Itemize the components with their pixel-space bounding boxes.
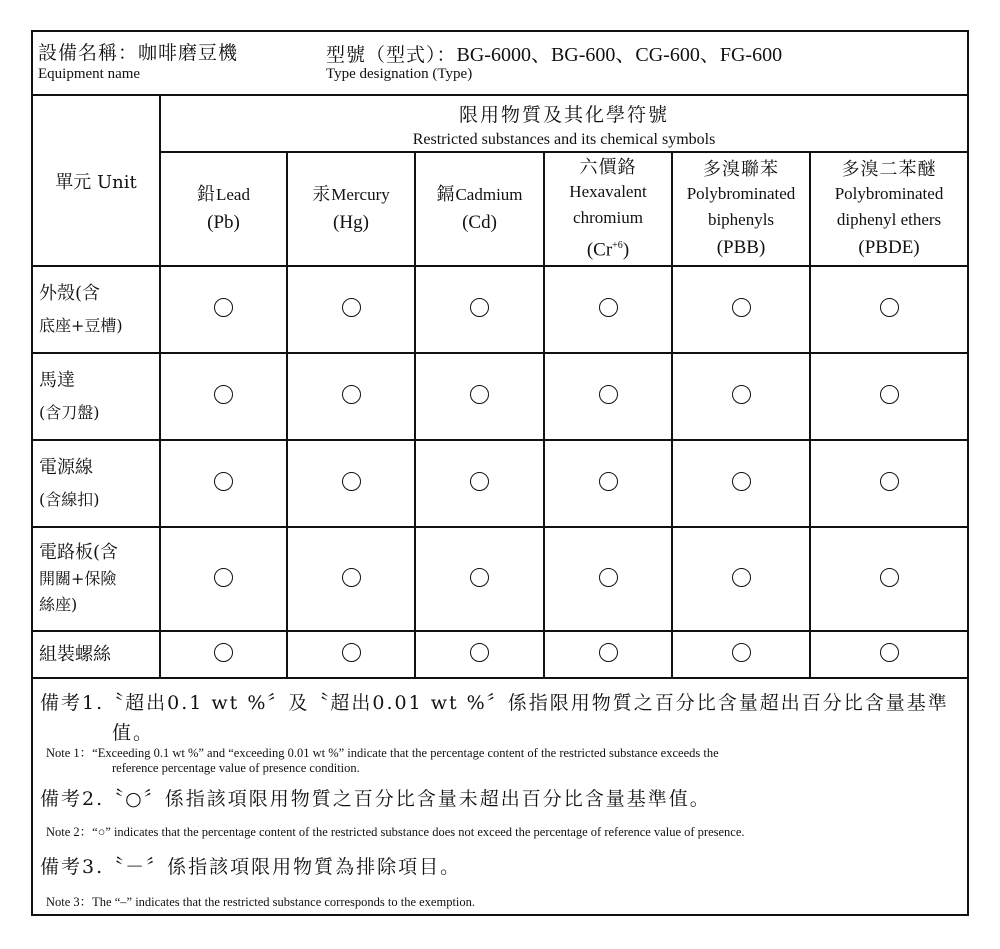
compliance-mark [810, 353, 967, 440]
compliance-mark [672, 631, 810, 678]
compliance-mark [160, 631, 287, 678]
circle-mark-icon [470, 298, 489, 317]
circle-mark-icon [732, 472, 751, 491]
compliance-mark [415, 266, 544, 353]
compliance-mark [672, 266, 810, 353]
table-row [33, 631, 967, 678]
table-row [33, 527, 967, 631]
part-power-cord: 電源線 (含線扣) [33, 440, 160, 527]
part-screws: 組裝螺絲 [33, 631, 160, 678]
circle-mark-icon [342, 385, 361, 404]
note-1-zh: 備考1.〝超出0.1 wt %〞及〝超出0.01 wt %〞係指限用物質之百分比含量超出百分比含量基準 值。 [40, 692, 949, 744]
substance-cadmium: 鎘Cadmium (Cd) [415, 152, 544, 266]
circle-mark-icon [732, 568, 751, 587]
circle-mark-icon [732, 643, 751, 662]
circle-mark-icon [599, 298, 618, 317]
circle-mark-icon [342, 568, 361, 587]
circle-mark-icon [214, 385, 233, 404]
unit-header: 單元 Unit [33, 94, 160, 266]
compliance-mark [160, 440, 287, 527]
compliance-mark [287, 631, 415, 678]
circle-mark-icon [599, 472, 618, 491]
circle-mark-icon [880, 568, 899, 587]
note-3-zh: 備考3.〝－〞係指該項限用物質為排除項目。 [40, 856, 462, 878]
circle-mark-icon [599, 385, 618, 404]
substance-hexavalent-chromium: 六價鉻 Hexavalent chromium $(Cr^{+6})$ [544, 152, 672, 266]
substance-pbde: 多溴二苯醚 Polybrominated diphenyl ethers (PBDE) [810, 152, 967, 266]
restricted-substances-table [33, 94, 967, 679]
circle-mark-icon [214, 298, 233, 317]
compliance-mark [544, 266, 672, 353]
circle-mark-icon [880, 385, 899, 404]
compliance-mark [287, 266, 415, 353]
compliance-mark [810, 527, 967, 631]
circle-mark-icon [214, 568, 233, 587]
equipment-name-label: 設備名稱：咖啡磨豆機 [38, 42, 239, 64]
equipment-name-label-en: Equipment name [38, 66, 141, 82]
compliance-mark [544, 631, 672, 678]
compliance-mark [672, 353, 810, 440]
circle-mark-icon [880, 472, 899, 491]
type-designation-label: 型號（型式）： [326, 44, 457, 66]
rohs-declaration [31, 30, 969, 916]
table-row [33, 266, 967, 353]
compliance-mark [672, 440, 810, 527]
type-designation-label-en: Type designation (Type) [326, 66, 473, 82]
table-row [33, 440, 967, 527]
circle-mark-icon [880, 643, 899, 662]
circle-mark-icon [470, 643, 489, 662]
table-header-row [33, 94, 967, 152]
circle-mark-icon [342, 472, 361, 491]
compliance-mark [810, 266, 967, 353]
table-row [33, 353, 967, 440]
document-header [33, 32, 967, 96]
compliance-mark [810, 440, 967, 527]
note-3-en: Note 3：The “–” indicates that the restricted substance corresponds to the exemption. [46, 895, 476, 909]
circle-mark-icon [599, 568, 618, 587]
compliance-mark [160, 527, 287, 631]
compliance-mark [415, 440, 544, 527]
circle-mark-icon [599, 643, 618, 662]
compliance-mark [160, 266, 287, 353]
compliance-mark [160, 353, 287, 440]
compliance-mark [415, 527, 544, 631]
compliance-mark [287, 440, 415, 527]
compliance-mark [415, 631, 544, 678]
note-2-en: Note 2：“○” indicates that the percentage content of the restricted substance does not exceed the percentage of reference value of presence. [46, 825, 745, 839]
note-2-zh: 備考2.〝○〞係指該項限用物質之百分比含量未超出百分比含量基準值。 [40, 788, 711, 810]
part-circuit-board: 電路板(含 開關+保險 絲座) [33, 527, 160, 631]
type-models: BG-6000、BG-600、CG-600、FG-600 [456, 44, 783, 66]
circle-mark-icon [732, 298, 751, 317]
part-motor: 馬達 (含刀盤) [33, 353, 160, 440]
compliance-mark [544, 353, 672, 440]
compliance-mark [287, 527, 415, 631]
compliance-mark [287, 353, 415, 440]
substance-mercury: 汞Mercury (Hg) [287, 152, 415, 266]
substance-lead: 鉛Lead (Pb) [160, 152, 287, 266]
compliance-mark [544, 440, 672, 527]
restricted-substances-header: 限用物質及其化學符號 Restricted substances and its chemical symbols [160, 94, 967, 152]
type-designation [326, 38, 782, 67]
circle-mark-icon [470, 385, 489, 404]
compliance-mark [810, 631, 967, 678]
circle-mark-icon [214, 472, 233, 491]
circle-mark-icon [732, 385, 751, 404]
circle-mark-icon [342, 298, 361, 317]
circle-mark-icon [880, 298, 899, 317]
part-housing: 外殼(含 底座+豆槽) [33, 266, 160, 353]
substance-header-row [33, 152, 967, 266]
circle-mark-icon [470, 472, 489, 491]
compliance-mark [672, 527, 810, 631]
circle-mark-icon [214, 643, 233, 662]
substance-pbb: 多溴聯苯 Polybrominated biphenyls (PBB) [672, 152, 810, 266]
circle-mark-icon [342, 643, 361, 662]
circle-mark-icon [470, 568, 489, 587]
compliance-mark [544, 527, 672, 631]
note-1-en: Note 1：“Exceeding 0.1 wt %” and “exceeding 0.01 wt %” indicate that the percentage content of the restricted substance exceeds the reference percentage value of presence condition. [46, 746, 719, 775]
compliance-mark [415, 353, 544, 440]
